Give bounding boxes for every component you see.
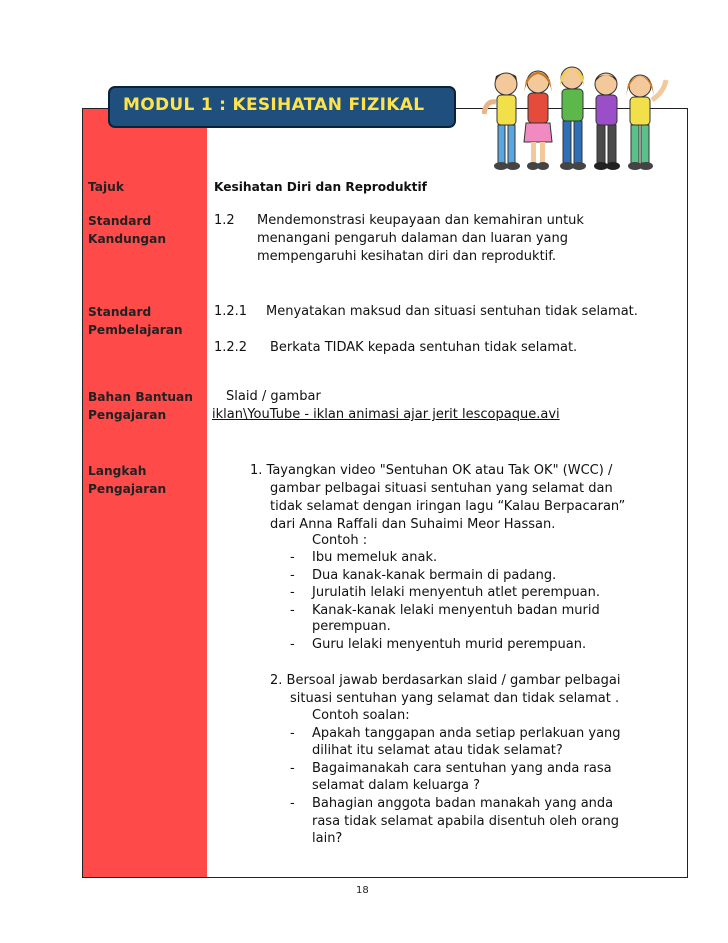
question-item: selamat dalam keluarga ? bbox=[312, 778, 481, 793]
tajuk-value: Kesihatan Diri dan Reproduktif bbox=[214, 180, 427, 194]
pembelajaran-1-text: Menyatakan maksud dan situasi sentuhan tidak selamat. bbox=[266, 304, 638, 319]
children-illustration bbox=[482, 62, 670, 174]
child-figure bbox=[524, 71, 552, 170]
bullet: - bbox=[290, 637, 295, 652]
bullet: - bbox=[290, 603, 295, 618]
pembelajaran-2-number: 1.2.2 bbox=[214, 340, 248, 355]
label-standard-pembelajaran-1: Standard bbox=[88, 305, 152, 319]
example-item: Jurulatih lelaki menyentuh atlet perempuan. bbox=[312, 585, 601, 600]
question-item: Bagaimanakah cara sentuhan yang anda rasa bbox=[312, 761, 612, 776]
step-1-line: 1. Tayangkan video "Sentuhan OK atau Tak OK" (WCC) / bbox=[250, 463, 613, 478]
standard-kandungan-line: mempengaruhi kesihatan diri dan reproduktif. bbox=[257, 249, 557, 264]
pembelajaran-2-text: Berkata TIDAK kepada sentuhan tidak selamat. bbox=[270, 340, 578, 355]
step-2-line: 2. Bersoal jawab berdasarkan slaid / gambar pelbagai bbox=[270, 673, 621, 688]
step-1-example-heading: Contoh : bbox=[312, 533, 368, 548]
example-item: Ibu memeluk anak. bbox=[312, 550, 438, 565]
question-item: rasa tidak selamat apabila disentuh oleh orang bbox=[312, 814, 620, 829]
label-standard-kandungan-2: Kandungan bbox=[88, 232, 167, 246]
label-tajuk: Tajuk bbox=[88, 180, 124, 194]
question-item: dilihat itu selamat atau tidak selamat? bbox=[312, 743, 563, 758]
bullet: - bbox=[290, 585, 295, 600]
label-bahan-bantuan-1: Bahan Bantuan bbox=[88, 390, 193, 404]
step-1-line: tidak selamat dengan iringan lagu “Kalau Berpacaran” bbox=[270, 499, 626, 514]
example-item: Dua kanak-kanak bermain di padang. bbox=[312, 568, 557, 583]
bullet: - bbox=[290, 568, 295, 583]
pembelajaran-1-number: 1.2.1 bbox=[214, 304, 248, 319]
child-figure bbox=[594, 73, 620, 170]
label-standard-pembelajaran-2: Pembelajaran bbox=[88, 323, 183, 337]
page-title: MODUL 1 : KESIHATAN FIZIKAL bbox=[123, 95, 425, 115]
bullet: - bbox=[290, 726, 295, 741]
video-link[interactable]: iklan\YouTube - iklan animasi ajar jerit lescopaque.avi bbox=[212, 407, 560, 422]
step-1-line: gambar pelbagai situasi sentuhan yang selamat dan bbox=[270, 481, 613, 496]
label-bahan-bantuan-2: Pengajaran bbox=[88, 408, 167, 422]
example-item: Guru lelaki menyentuh murid perempuan. bbox=[312, 637, 587, 652]
label-langkah-1: Langkah bbox=[88, 464, 147, 478]
label-langkah-2: Pengajaran bbox=[88, 482, 167, 496]
step-1-line: dari Anna Raffali dan Suhaimi Meor Hassan. bbox=[270, 517, 556, 532]
question-item: lain? bbox=[312, 831, 343, 846]
child-figure bbox=[626, 75, 666, 170]
child-figure bbox=[484, 73, 520, 170]
question-item: Bahagian anggota badan manakah yang anda bbox=[312, 796, 614, 811]
example-item: Kanak-kanak lelaki menyentuh badan murid bbox=[312, 603, 600, 618]
bullet: - bbox=[290, 796, 295, 811]
standard-kandungan-line: Mendemonstrasi keupayaan dan kemahiran untuk bbox=[257, 213, 584, 228]
step-2-example-heading: Contoh soalan: bbox=[312, 708, 410, 723]
child-figure bbox=[560, 67, 586, 170]
bahan-bantuan-text: Slaid / gambar bbox=[226, 389, 321, 404]
bullet: - bbox=[290, 761, 295, 776]
page-number: 18 bbox=[356, 885, 369, 896]
label-standard-kandungan-1: Standard bbox=[88, 214, 152, 228]
standard-kandungan-line: menangani pengaruh dalaman dan luaran yang bbox=[257, 231, 569, 246]
bullet: - bbox=[290, 550, 295, 565]
step-2-line: situasi sentuhan yang selamat dan tidak selamat . bbox=[290, 691, 620, 706]
question-item: Apakah tanggapan anda setiap perlakuan yang bbox=[312, 726, 621, 741]
standard-kandungan-number: 1.2 bbox=[214, 213, 235, 228]
example-item: perempuan. bbox=[312, 619, 391, 634]
